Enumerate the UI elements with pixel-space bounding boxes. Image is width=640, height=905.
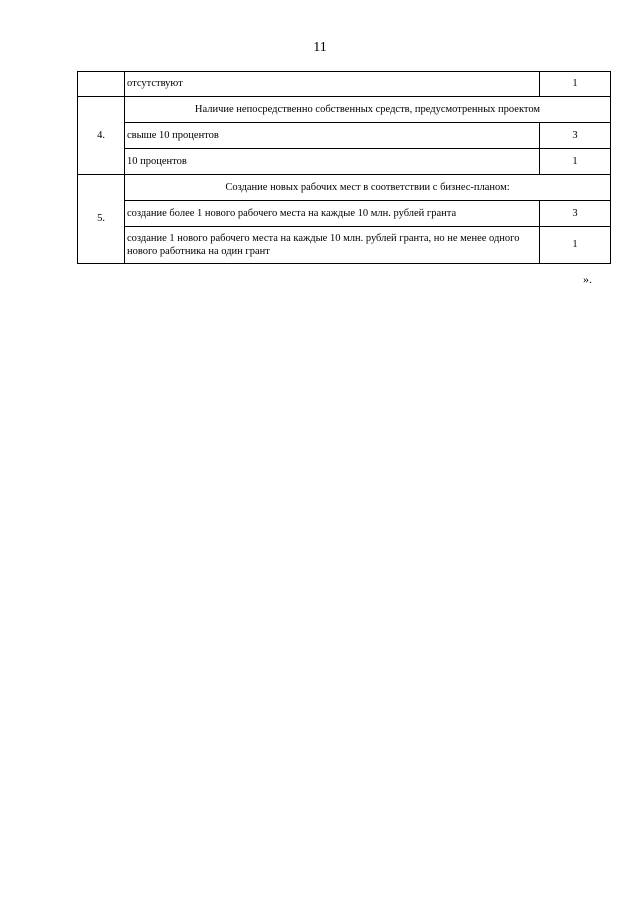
table-row: [78, 123, 611, 149]
score-cell: 1: [540, 72, 611, 97]
page-number: 11: [313, 40, 327, 55]
score-cell: 3: [540, 123, 611, 149]
criterion-heading-cell: Создание новых рабочих мест в соответствии с бизнес-планом:: [125, 175, 611, 201]
criterion-heading-cell: Наличие непосредственно собственных средств, предусмотренных проектом: [125, 97, 611, 123]
table-row: [78, 201, 611, 227]
table-row: [78, 175, 611, 201]
table-row: [78, 227, 611, 264]
score-cell: 3: [540, 201, 611, 227]
table-row: [78, 149, 611, 175]
criterion-text-cell: создание более 1 нового рабочего места на каждые 10 млн. рублей гранта: [125, 201, 540, 227]
table-row: [78, 97, 611, 123]
closing-quote-mark: ».: [583, 272, 592, 286]
criterion-text-cell: свыше 10 процентов: [125, 123, 540, 149]
criterion-text-cell: создание 1 нового рабочего места на каждые 10 млн. рублей гранта, но не менее одного нового работника на один грант: [125, 227, 540, 264]
score-cell: 1: [540, 227, 611, 264]
row-number-cell: [78, 72, 125, 97]
table-row: [78, 72, 611, 97]
score-cell: 1: [540, 149, 611, 175]
criteria-table: [77, 71, 611, 264]
row-number-cell: 5.: [78, 175, 125, 264]
criterion-text-cell: 10 процентов: [125, 149, 540, 175]
row-number-cell: 4.: [78, 97, 125, 175]
criterion-text-cell: отсутствуют: [125, 72, 540, 97]
